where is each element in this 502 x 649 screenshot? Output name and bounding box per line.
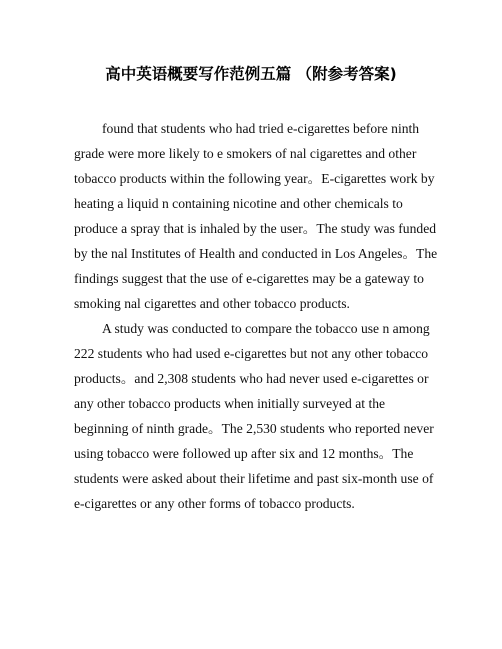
text-line: using tobacco were followed up after six and 12 months。The	[74, 446, 414, 461]
text-line: findings suggest that the use of e-cigarettes may be a gateway to	[74, 271, 424, 286]
text-line: 222 students who had used e-cigarettes but not any other tobacco	[74, 346, 429, 361]
text-line: produce a spray that is inhaled by the user。The study was funded	[74, 221, 437, 236]
text-line: found that students who had tried e-cigarettes before ninth	[102, 121, 420, 136]
text-line: grade were more likely to e smokers of nal cigarettes and other	[74, 146, 417, 161]
document-title: 高中英语概要写作范例五篇 （附参考答案)	[105, 65, 397, 83]
text-line: A study was conducted to compare the tobacco use n among	[102, 321, 430, 336]
text-line: smoking nal cigarettes and other tobacco products.	[74, 296, 350, 311]
text-line: products。and 2,308 students who had never used e-cigarettes or	[74, 371, 429, 386]
text-line: beginning of ninth grade。The 2,530 students who reported never	[74, 421, 434, 436]
text-line: heating a liquid n containing nicotine and other chemicals to	[74, 196, 403, 211]
text-line: by the nal Institutes of Health and conducted in Los Angeles。The	[74, 246, 438, 261]
text-line: any other tobacco products when initially surveyed at the	[74, 396, 386, 411]
text-line: students were asked about their lifetime and past six-month use of	[74, 471, 434, 486]
text-line: tobacco products within the following year。E-cigarettes work by	[74, 171, 435, 186]
text-line: e-cigarettes or any other forms of tobacco products.	[74, 496, 355, 511]
